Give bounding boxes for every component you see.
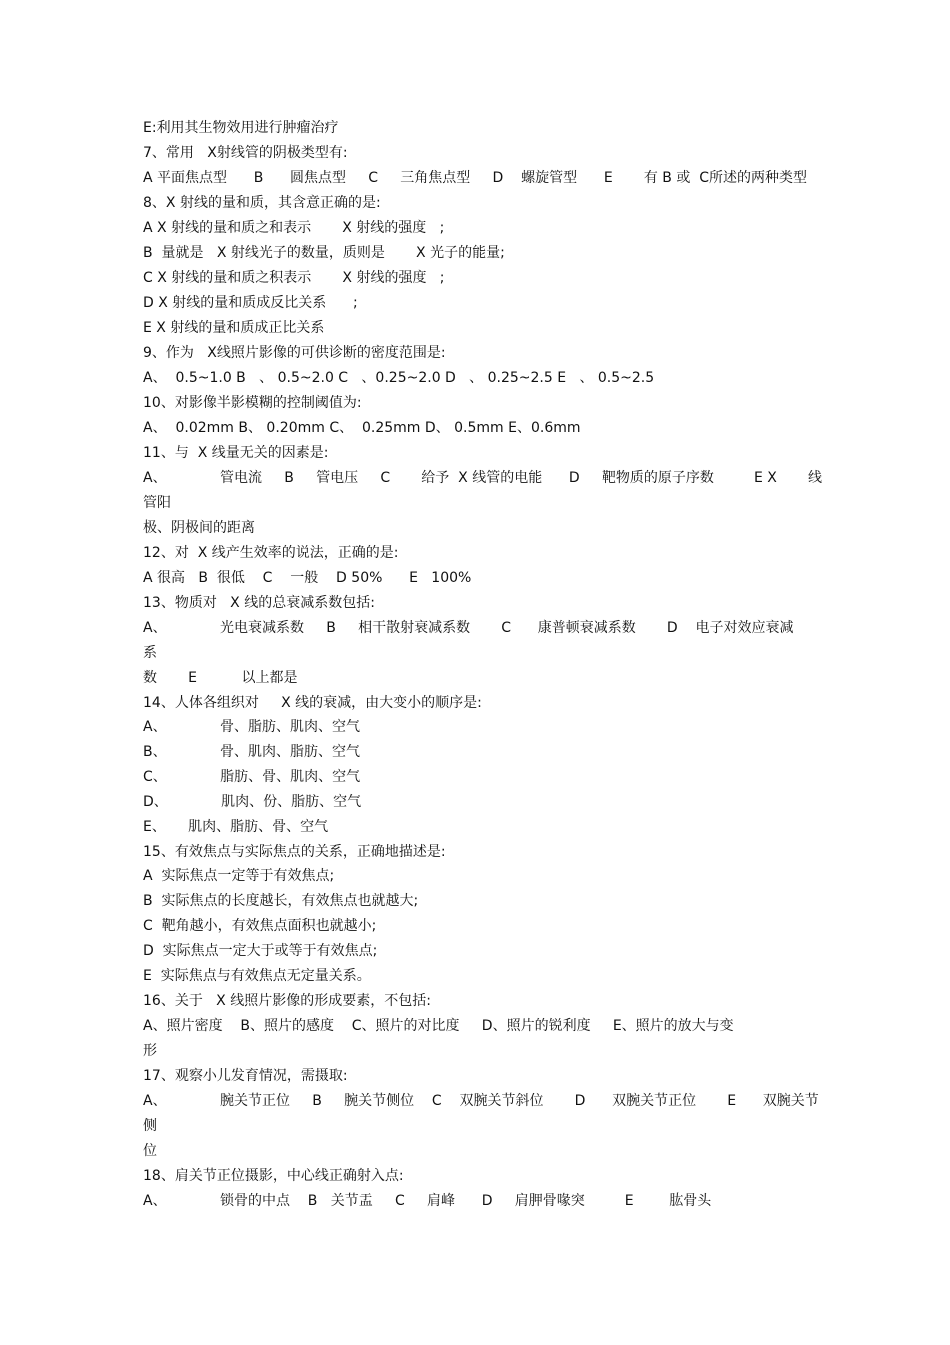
- question-15-option-e: E 实际焦点与有效焦点无定量关系。: [143, 968, 371, 984]
- question-12-options: A 很高 B 很低 C 一般 D 50% E 100%: [143, 570, 472, 586]
- question-8-option-d: D X 射线的量和质成反比关系 ;: [143, 295, 358, 311]
- question-8-option-a: A X 射线的量和质之和表示 X 射线的强度 ;: [143, 220, 445, 236]
- question-15-option-c: C 靶角越小，有效焦点面积也就越小;: [143, 918, 377, 934]
- question-11-options: A、 管电流 B 管电压 C 给予 X 线管的电能 D 靶物质的原子序数 E X 线: [143, 470, 823, 486]
- question-12-title: 12、对 X 线产生效率的说法，正确的是:: [143, 545, 399, 561]
- question-15-option-d: D 实际焦点一定大于或等于有效焦点;: [143, 943, 378, 959]
- question-14-option-d: D、 肌肉、份、脂肪、空气: [143, 794, 362, 810]
- question-18-title: 18、肩关节正位摄影，中心线正确射入点:: [143, 1168, 404, 1184]
- question-17-title: 17、观察小儿发育情况，需摄取:: [143, 1068, 348, 1084]
- text-line: E:利用其生物效用进行肿瘤治疗: [143, 120, 339, 136]
- question-15-title: 15、有效焦点与实际焦点的关系，正确地描述是:: [143, 844, 446, 860]
- question-10-options: A、 0.02mm B、 0.20mm C、 0.25mm D、 0.5mm E、0.6mm: [143, 420, 581, 436]
- question-13-options: A、 光电衰减系数 B 相干散射衰减系数 C 康普顿衰减系数 D 电子对效应衰减: [143, 620, 794, 636]
- question-11-options-cont: 管阳: [143, 495, 171, 511]
- question-13-options-cont: 数 E 以上都是: [143, 670, 298, 686]
- question-7-title: 7、常用 X射线管的阴极类型有:: [143, 145, 348, 161]
- question-9-title: 9、作为 X线照片影像的可供诊断的密度范围是:: [143, 345, 446, 361]
- question-7-options: A 平面焦点型 B 圆焦点型 C 三角焦点型 D 螺旋管型 E 有 B 或 C所述的两种类型: [143, 170, 808, 186]
- question-17-options: A、 腕关节正位 B 腕关节侧位 C 双腕关节斜位 D 双腕关节正位 E 双腕关节: [143, 1093, 819, 1109]
- question-16-title: 16、关于 X 线照片影像的形成要素，不包括:: [143, 993, 431, 1009]
- question-17-options-cont: 侧: [143, 1118, 157, 1134]
- question-14-option-a: A、 骨、脂肪、肌肉、空气: [143, 719, 360, 735]
- question-11-options-cont: 极、阴极间的距离: [143, 520, 255, 536]
- question-11-title: 11、与 X 线量无关的因素是:: [143, 445, 329, 461]
- question-16-options: A、照片密度 B、照片的感度 C、照片的对比度 D、照片的锐利度 E、照片的放大与变: [143, 1018, 734, 1034]
- question-15-option-a: A 实际焦点一定等于有效焦点;: [143, 868, 335, 884]
- question-14-title: 14、人体各组织对 X 线的衰减，由大变小的顺序是:: [143, 695, 482, 711]
- question-9-options: A、 0.5~1.0 B 、 0.5~2.0 C 、0.25~2.0 D 、 0.25~2.5 E 、 0.5~2.5: [143, 370, 655, 386]
- question-8-option-c: C X 射线的量和质之积表示 X 射线的强度 ;: [143, 270, 445, 286]
- question-18-options: A、 锁骨的中点 B 关节盂 C 肩峰 D 肩胛骨喙突 E 肱骨头: [143, 1193, 712, 1209]
- question-8-option-b: B 量就是 X 射线光子的数量，质则是 X 光子的能量;: [143, 245, 505, 261]
- question-8-title: 8、X 射线的量和质，其含意正确的是:: [143, 195, 381, 211]
- question-10-title: 10、对影像半影模糊的控制阈值为:: [143, 395, 362, 411]
- question-13-title: 13、物质对 X 线的总衰减系数包括:: [143, 595, 375, 611]
- question-14-option-b: B、 骨、肌肉、脂肪、空气: [143, 744, 361, 760]
- question-8-option-e: E X 射线的量和质成正比关系: [143, 320, 325, 336]
- question-16-options-cont: 形: [143, 1043, 157, 1059]
- question-13-options-cont: 系: [143, 645, 157, 661]
- question-17-options-cont: 位: [143, 1143, 157, 1159]
- question-15-option-b: B 实际焦点的长度越长，有效焦点也就越大;: [143, 893, 419, 909]
- question-14-option-c: C、 脂肪、骨、肌肉、空气: [143, 769, 361, 785]
- question-14-option-e: E、 肌肉、脂肪、骨、空气: [143, 819, 329, 835]
